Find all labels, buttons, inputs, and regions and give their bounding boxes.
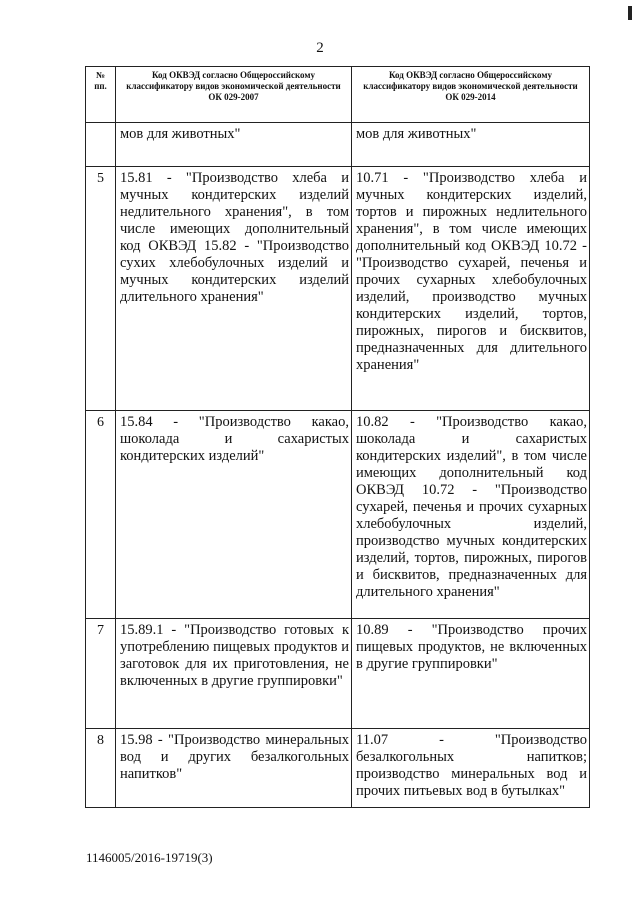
old-code-cell [116, 167, 352, 411]
scan-margin-mark [628, 6, 632, 20]
table-row [86, 729, 590, 808]
new-code-cell [352, 729, 590, 808]
header-num: № пп. [86, 67, 116, 123]
old-code-cell [116, 411, 352, 619]
old-code-cell [116, 123, 352, 167]
row-num-cell [86, 411, 116, 619]
old-code-cell [116, 729, 352, 808]
row-num-cell [86, 123, 116, 167]
okved-correspondence-table [85, 66, 590, 808]
new-code-cell [352, 411, 590, 619]
old-code-text: 15.98 - "Производство минеральных вод и других безалкогольных напитков" [120, 732, 349, 782]
table-row [86, 123, 590, 167]
row-num-cell [86, 167, 116, 411]
new-code-text: мов для животных" [356, 126, 477, 142]
table-row [86, 411, 590, 619]
row-num: 7 [97, 623, 104, 638]
row-num: 6 [97, 415, 104, 430]
table-row [86, 619, 590, 729]
old-code-cell [116, 619, 352, 729]
old-code-text: 15.84 - "Производство какао, шоколада и сахаристых кондитерских изделий" [120, 414, 349, 464]
new-code-cell [352, 619, 590, 729]
row-num-cell [86, 619, 116, 729]
header-old-code: Код ОКВЭД согласно Общероссийскому классификатору видов экономической деятельности ОК 029-2007 [116, 67, 352, 123]
old-code-text: 15.81 - "Производство хлеба и мучных кондитерских изделий недлительного хранения", в том числе имеющих дополнительный код ОКВЭД 15.82 - "Производство сухих хлебобулочных изделий и мучных кондитерских изделий длительного хранения" [120, 170, 349, 305]
page-number: 2 [316, 40, 324, 56]
new-code-text: 11.07 - "Производство безалкогольных напитков; производство минеральных вод и прочих питьевых вод в бутылках" [356, 732, 587, 799]
header-new-code: Код ОКВЭД согласно Общероссийскому классификатору видов экономической деятельности ОК 029-2014 [352, 67, 590, 123]
document-footer-code: 1146005/2016-19719(3) [86, 850, 213, 865]
row-num [86, 123, 115, 127]
old-code-text: мов для животных" [120, 126, 241, 142]
new-code-cell [352, 123, 590, 167]
table-row [86, 167, 590, 411]
new-code-text: 10.82 - "Производство какао, шоколада и сахаристых кондитерских изделий", в том числе имеющих дополнительный код ОКВЭД 10.72 - "Производство сухарей, печенья и прочих сухарных хлебобулочных изделий, производство мучных кондитерских изделий, тортов, пирожных, пирогов и бисквитов, предназначенных для длительного хранения" [356, 414, 587, 600]
new-code-cell [352, 167, 590, 411]
row-num: 5 [97, 171, 104, 186]
new-code-text: 10.71 - "Производство хлеба и мучных кондитерских изделий, тортов и пирожных недлительного хранения", в том числе имеющих дополнительный код ОКВЭД 10.72 - "Производство сухарей, печенья и прочих сухарных хлебобулочных изделий, производство мучных кондитерских изделий, тортов, пирожных, пирогов и бисквитов, предназначенных для длительного хранения" [356, 170, 587, 373]
table-header-row [86, 67, 590, 123]
row-num-cell [86, 729, 116, 808]
row-num: 8 [97, 733, 104, 748]
old-code-text: 15.89.1 - "Производство готовых к употреблению пищевых продуктов и заготовок для их приготовления, не включенных в другие группировки" [120, 622, 349, 689]
new-code-text: 10.89 - "Производство прочих пищевых продуктов, не включенных в другие группировки" [356, 622, 587, 672]
